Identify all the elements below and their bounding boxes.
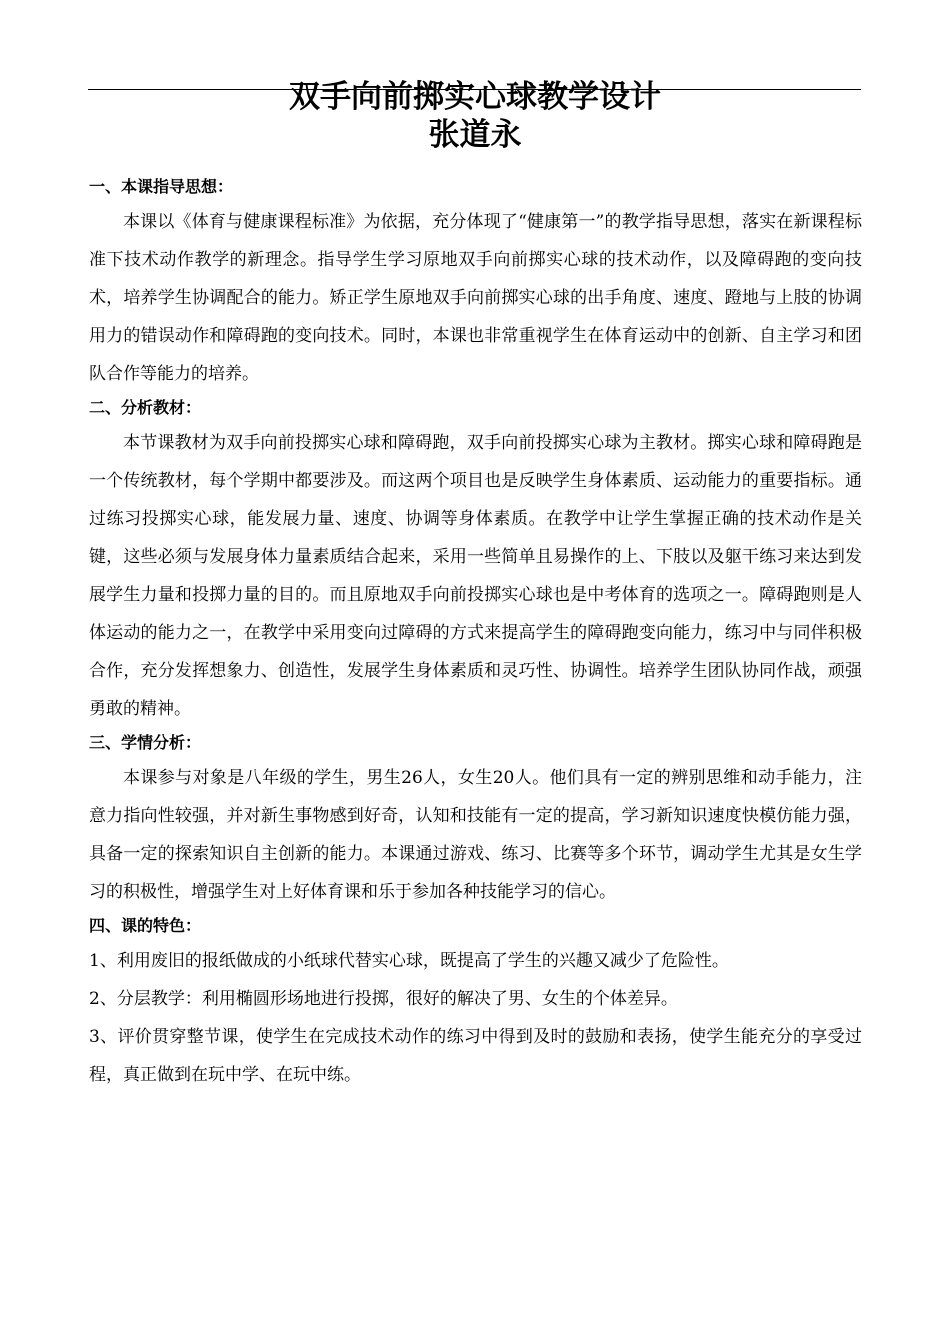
section-paragraph: 本节课教材为双手向前投掷实心球和障碍跑，双手向前投掷实心球为主教材。掷实心球和障碍跑是一个传统教材，每个学期中都要涉及。而这两个项目也是反映学生身体素质、运动能力的重要指标。通过练习投掷实心球，能发展力量、速度、协调等身体素质。在教学中让学生掌握正确的技术动作是关键，这些必须与发展身体力量素质结合起来，采用一些简单且易操作的上、下肢以及躯干练习来达到发展学生力量和投掷力量的目的。而且原地双手向前投掷实心球也是中考体育的选项之一。障碍跑则是人体运动的能力之一，在教学中采用变向过障碍的方式来提高学生的障碍跑变向能力，练习中与同伴积极合作，充分发挥想象力、创造性，发展学生身体素质和灵巧性、协调性。培养学生团队协同作战，顽强勇敢的精神。 [89, 433, 862, 719]
section-student-analysis [89, 728, 862, 911]
section-heading: 一、本课指导思想： [89, 177, 234, 196]
feature-item: 1、利用废旧的报纸做成的小纸球代替实心球，既提高了学生的兴趣又减少了危险性。 [89, 951, 729, 971]
section-paragraph: 本课以《体育与健康课程标准》为依据，充分体现了“健康第一”的教学指导思想，落实在新课程标准下技术动作教学的新理念。指导学生学习原地双手向前掷实心球的技术动作，以及障碍跑的变向技术，培养学生协调配合的能力。矫正学生原地双手向前掷实心球的出手角度、速度、蹬地与上肢的协调用力的错误动作和障碍跑的变向技术。同时，本课也非常重视学生在体育运动中的创新、自主学习和团队合作等能力的培养。 [89, 212, 862, 384]
document-body [89, 172, 862, 1094]
section-heading: 三、学情分析： [89, 733, 202, 752]
section-paragraph: 本课参与对象是八年级的学生，男生26人，女生20人。他们具有一定的辨别思维和动手能力，注意力指向性较强，并对新生事物感到好奇，认知和技能有一定的提高，学习新知识速度快模仿能力强，具备一定的探索知识自主创新的能力。本课通过游戏、练习、比赛等多个环节，调动学生尤其是女生学习的积极性，增强学生对上好体育课和乐于参加各种技能学习的信心。 [89, 768, 862, 902]
section-textbook-analysis [89, 393, 862, 728]
section-lesson-features [89, 911, 862, 1094]
section-guiding-thought [89, 172, 862, 393]
feature-item: 2、分层教学：利用椭圆形场地进行投掷，很好的解决了男、女生的个体差异。 [89, 989, 678, 1009]
feature-item: 3、评价贯穿整节课，使学生在完成技术动作的练习中得到及时的鼓励和表扬，使学生能充分的享受过程，真正做到在玩中学、在玩中练。 [89, 1027, 862, 1085]
section-heading: 四、课的特色： [89, 916, 202, 935]
document-title: 双手向前掷实心球教学设计 [289, 79, 661, 115]
document-author: 张道永 [428, 117, 522, 153]
section-heading: 二、分析教材： [89, 398, 202, 417]
